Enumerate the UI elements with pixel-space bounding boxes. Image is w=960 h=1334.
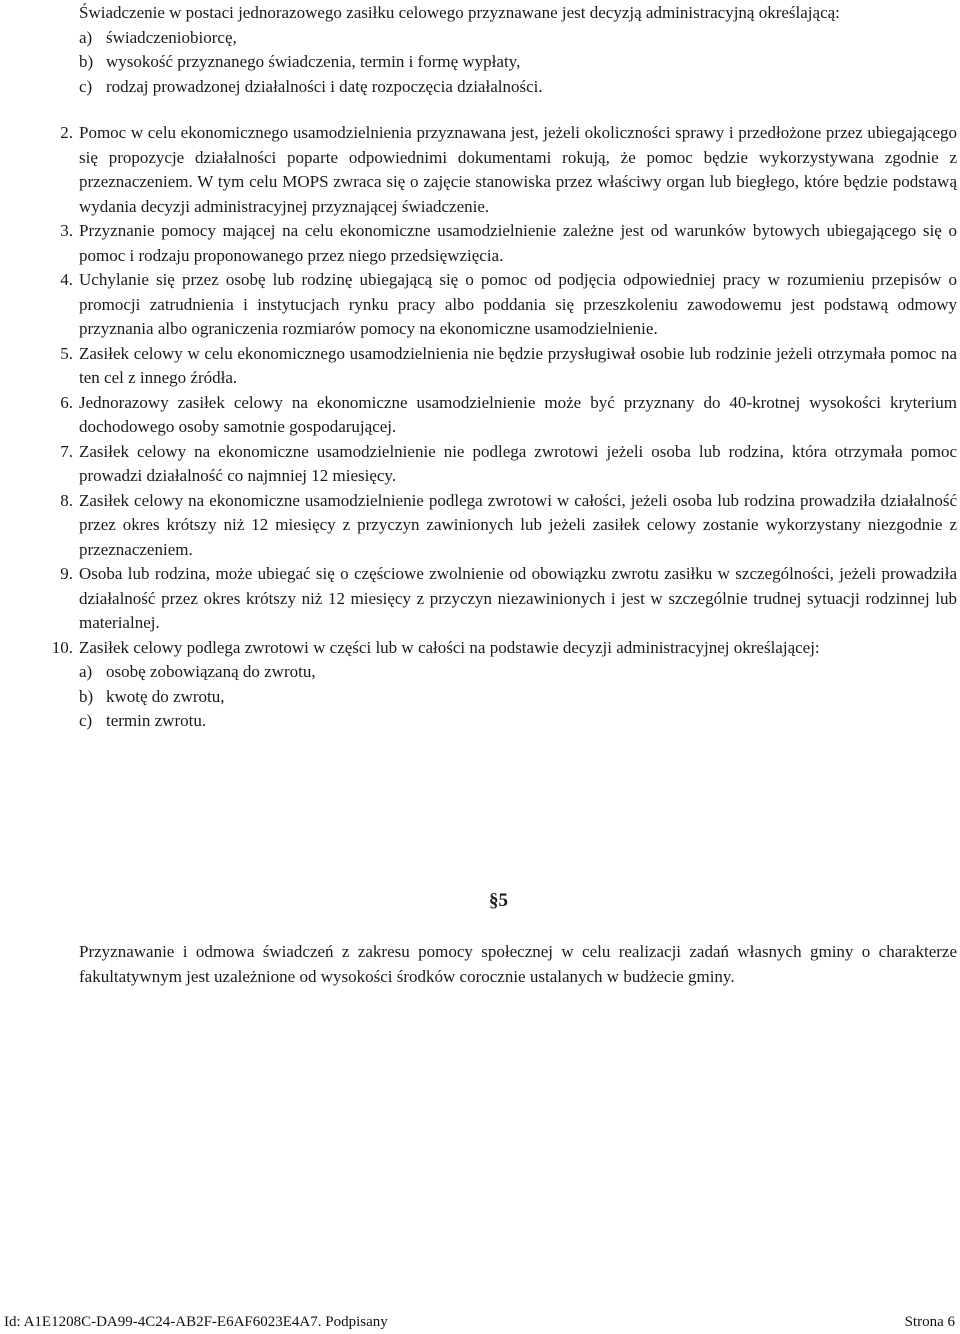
- subitem-text: rodzaj prowadzonej działalności i datę rozpoczęcia działalności.: [106, 76, 543, 96]
- list-item-text: Pomoc w celu ekonomicznego usamodzielnienia przyznawana jest, jeżeli okoliczności sprawy i przedłożone przez ubiegającego się propozycje działalności poparte odpowiednimi dokumentami rokują, że pomoc będzie wykorzystywana zgodnie z przeznaczeniem. W tym celu MOPS zwraca się o zajęcie stanowiska przez właściwy organ lub biegłego, które będzie podstawą wydania decyzji administracyjnej przyznającej świadczenie.: [79, 123, 957, 216]
- numbered-list: [51, 121, 957, 734]
- document-id: Id: A1E1208C-DA99-4C24-AB2F-E6AF6023E4A7. Podpisany: [4, 1314, 388, 1330]
- list-item-text: Zasiłek celowy na ekonomiczne usamodzielnienie nie podlega zwrotowi jeżeli osoba lub rodzina, która otrzymała pomoc prowadzi działalność co najmniej 12 miesięcy.: [79, 441, 957, 485]
- item10-subitem-b: [79, 685, 957, 710]
- document-body: [51, 0, 957, 734]
- list-item-number: 4.: [60, 270, 73, 289]
- list-item-number: 5.: [60, 343, 73, 363]
- list-item-text: Jednorazowy zasiłek celowy na ekonomiczne usamodzielnienie może być przyznany do 40-krotnej wysokości kryterium dochodowego osoby samotnie gospodarującej.: [79, 392, 957, 436]
- subitem-text: wysokość przyznanego świadczenia, termin i formę wypłaty,: [106, 52, 521, 71]
- list-item-4: [60, 268, 957, 342]
- intro-subitem-a: [79, 26, 957, 51]
- list-item-text: Zasiłek celowy na ekonomiczne usamodzielnienie podlega zwrotowi w całości, jeżeli osoba lub rodzina prowadziła działalność przez okres krótszy niż 12 miesięcy z przyczyn zawinionych lub jeżeli zasiłek celowy zostanie wykorzystany niezgodnie z przeznaczeniem.: [79, 490, 957, 559]
- list-item-5: [60, 342, 957, 391]
- subitem-text: kwotę do zwrotu,: [106, 686, 225, 706]
- list-item-text: Osoba lub rodzina, może ubiegać się o częściowe zwolnienie od obowiązku zwrotu zasiłku w szczególności, jeżeli prowadziła działalność przez okres krótszy niż 12 miesięcy z przyczyn niezawinionych i jest w szczególnie trudnej sytuacji rodzinnej lub materialnej.: [79, 564, 957, 632]
- list-item-text: Zasiłek celowy podlega zwrotowi w części lub w całości na podstawie decyzji administracyjnej określającej:: [79, 637, 820, 657]
- list-item-number: 9.: [60, 564, 73, 583]
- list-item-2: [60, 121, 957, 219]
- item10-subitem-a: [79, 660, 957, 685]
- list-item-7: [60, 440, 957, 489]
- section-paragraph: Przyznawanie i odmowa świadczeń z zakresu pomocy społecznej w celu realizacji zadań własnych gminy o charakterze fakultatywnym jest uzależnione od wysokości środków corocznie ustalanych w budżecie gminy.: [79, 942, 957, 986]
- list-item-6: [60, 391, 957, 440]
- list-item-number: 3.: [60, 221, 73, 240]
- list-item-number: 2.: [60, 123, 73, 142]
- subitem-letter: c): [79, 711, 93, 730]
- list-item-number: 6.: [60, 392, 73, 412]
- subitem-text: świadczeniobiorcę,: [106, 27, 237, 47]
- page-number: Strona 6: [904, 1314, 955, 1330]
- subitem-letter: c): [79, 76, 93, 96]
- list-item-number: 8.: [60, 490, 73, 510]
- list-item-text: Zasiłek celowy w celu ekonomicznego usamodzielnienia nie będzie przysługiwał osobie lub rodzinie jeżeli otrzymała pomoc na ten cel z innego źródła.: [79, 343, 957, 387]
- list-item-10: [51, 636, 957, 734]
- subitem-letter: b): [79, 686, 94, 706]
- subitem-text: osobę zobowiązaną do zwrotu,: [106, 662, 316, 681]
- item10-sublist: [79, 660, 957, 734]
- intro-sublist: [79, 26, 957, 100]
- list-item-8: [60, 489, 957, 563]
- subitem-letter: b): [79, 52, 94, 71]
- list-item-text: Przyznanie pomocy mającej na celu ekonomiczne usamodzielnienie zależne jest od warunków bytowych ubiegającego się o pomoc i rodzaju proponowanego przez niego przedsięwzięcia.: [79, 221, 957, 265]
- subitem-letter: a): [79, 27, 93, 47]
- list-item-text: Uchylanie się przez osobę lub rodzinę ubiegającą się o pomoc od podjęcia odpowiedniej pracy w rozumieniu przepisów o promocji zatrudnienia i instytucjach rynku pracy albo poddania się przeszkoleniu zawodowemu jest podstawą odmowy przyznania albo ograniczenia rozmiarów pomocy na ekonomiczne usamodzielnienie.: [79, 270, 957, 338]
- list-item-number: 7.: [60, 441, 73, 461]
- intro-subitem-c: [79, 75, 957, 100]
- list-item-9: [60, 562, 957, 636]
- intro-paragraph: Świadczenie w postaci jednorazowego zasiłku celowego przyznawane jest decyzją administracyjną określającą:: [79, 3, 840, 22]
- list-item-number: 10.: [51, 637, 73, 657]
- list-item-3: [60, 219, 957, 268]
- intro-subitem-b: [79, 50, 957, 75]
- subitem-text: termin zwrotu.: [106, 711, 207, 730]
- subitem-letter: a): [79, 662, 93, 681]
- item10-subitem-c: [79, 709, 957, 734]
- section-heading: §5: [489, 890, 508, 911]
